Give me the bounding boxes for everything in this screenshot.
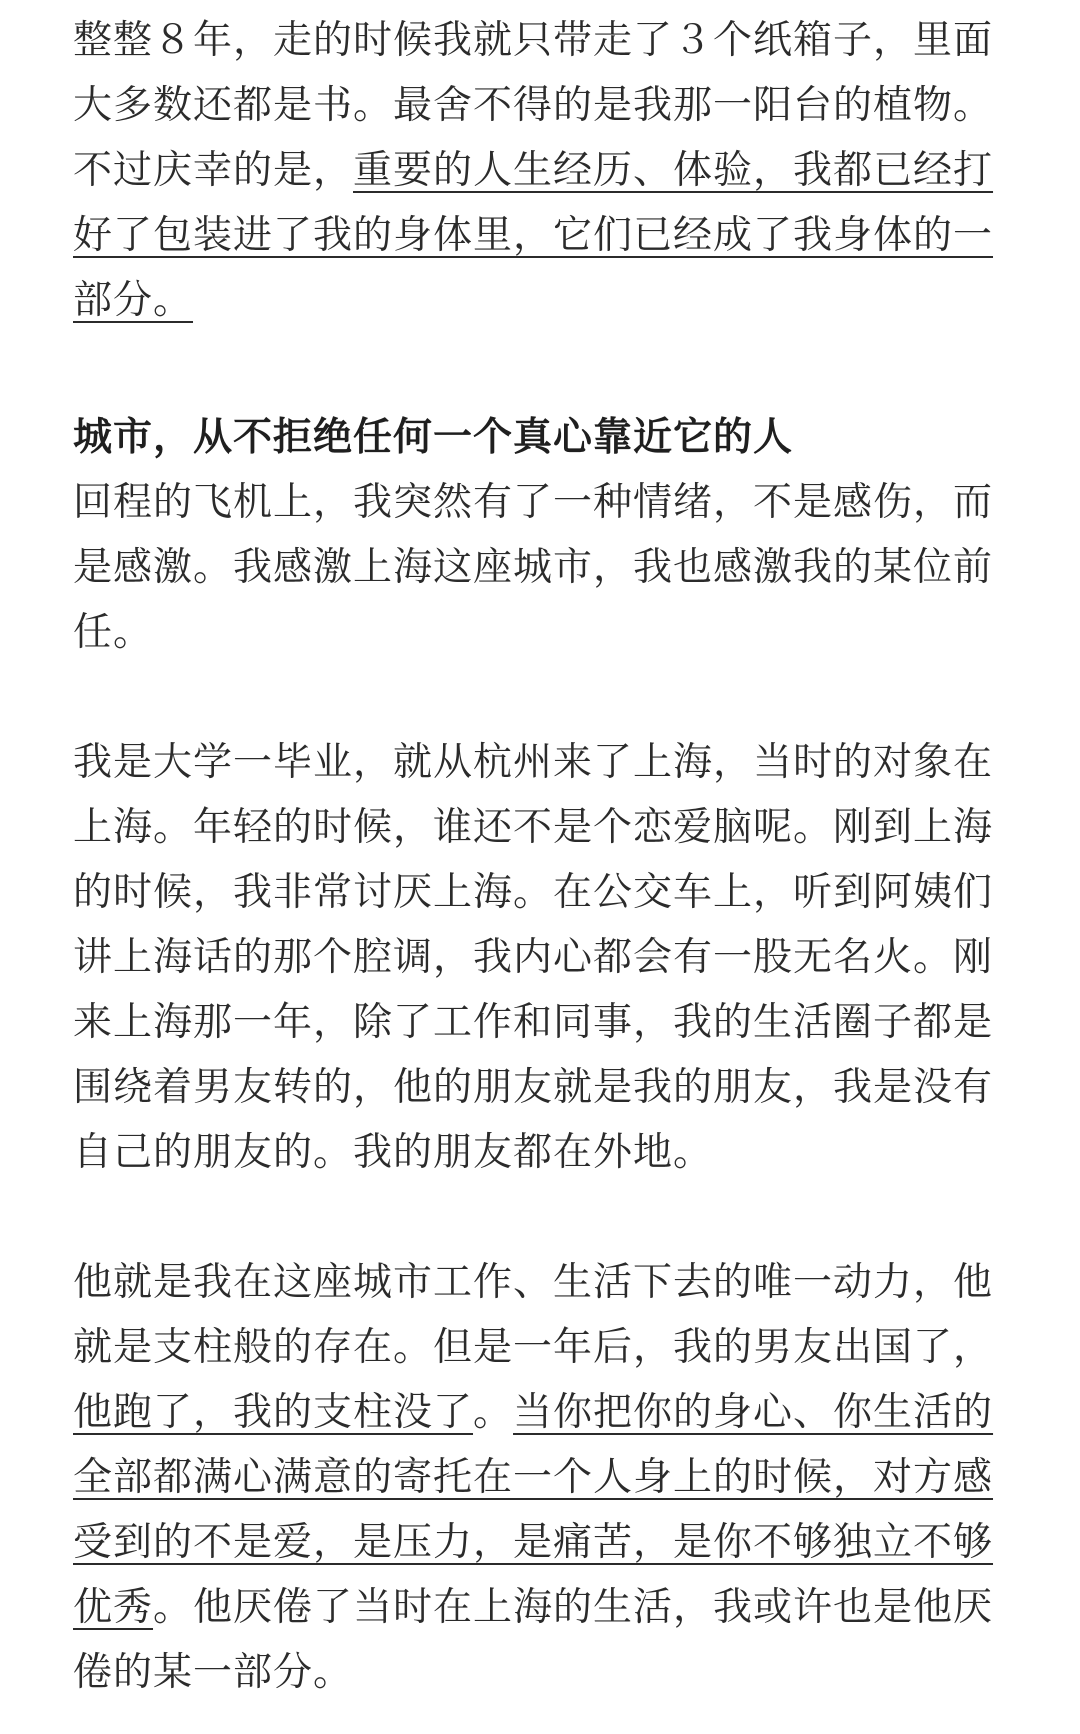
paragraph-4-text-a: 他就是我在这座城市工作、生活下去的唯一动力，他就是支柱般的存在。但是一年后，我的男友出国了， xyxy=(73,1260,994,1370)
section-heading: 城市，从不拒绝任何一个真心靠近它的人 xyxy=(73,415,794,460)
paragraph-4 xyxy=(73,1250,1013,1705)
paragraph-3: 我是大学一毕业，就从杭州来了上海，当时的对象在上海。年轻的时候，谁还不是个恋爱脑呢。刚到上海的时候，我非常讨厌上海。在公交车上，听到阿姨们讲上海话的那个腔调，我内心都会有一股无名火。刚来上海那一年，除了工作和同事，我的生活圈子都是围绕着男友转的，他的朋友就是我的朋友，我是没有自己的朋友的。我的朋友都在外地。 xyxy=(73,740,994,1175)
paragraph-2: 回程的飞机上，我突然有了一种情绪，不是感伤，而是感激。我感激上海这座城市，我也感激我的某位前任。 xyxy=(73,480,994,655)
paragraph-4-text-e: 。他厌倦了当时在上海的生活，我或许也是他厌倦的某一部分。 xyxy=(73,1585,994,1695)
paragraph-4-underlined-text-1: 他跑了，我的支柱没了 xyxy=(73,1390,474,1435)
paragraph-1-underlined-text: 重要的人生经历、体验，我都已经打好了包装进了我的身体里，它们已经成了我身体的一部分。 xyxy=(73,148,994,323)
paragraph-1 xyxy=(73,8,1013,333)
paragraph-4-underlined-text-2: 当你把你的身心、你生活的全部都满心满意的寄托在一个人身上的时候，对方感受到的不是爱，是压力，是痛苦，是你不够独立不够优秀 xyxy=(73,1390,994,1630)
paragraph-4-text-c: 。 xyxy=(473,1390,514,1435)
paragraph-1-text: 整整８年，走的时候我就只带走了３个纸箱子，里面大多数还都是书。最舍不得的是我那一阳台的植物。不过庆幸的是， xyxy=(73,18,994,193)
